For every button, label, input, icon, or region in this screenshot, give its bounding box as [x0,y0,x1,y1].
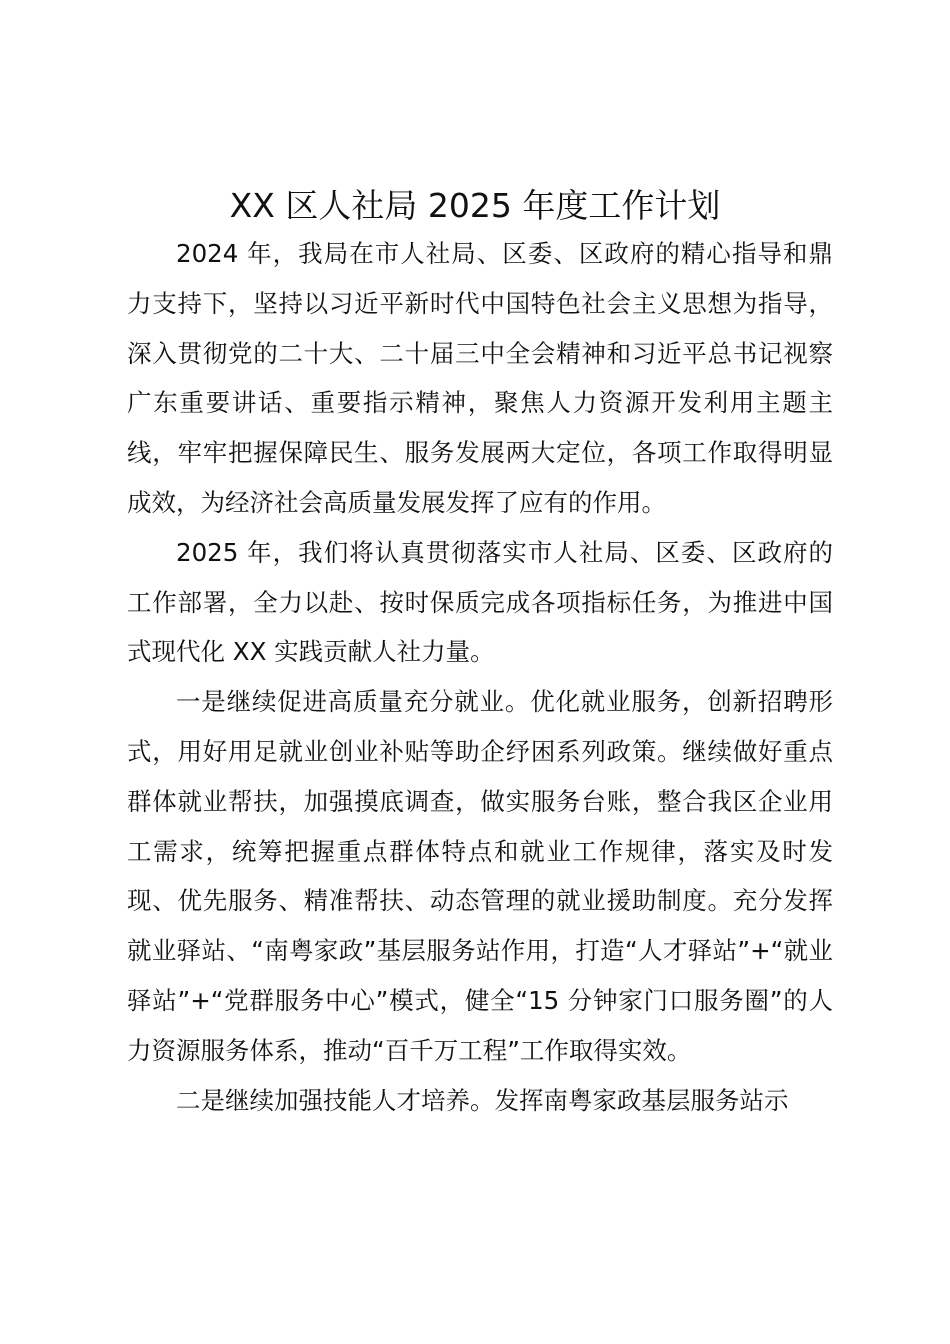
paragraph-skills: 二是继续加强技能人才培养。发挥南粤家政基层服务站示 [176,1085,789,1115]
document-body [127,229,833,1125]
paragraph-intro: 2024 年，我局在市人社局、区委、区政府的精心指导和鼎力支持下，坚持以习近平新时代中国特色社会主义思想为指导，深入贯彻党的二十大、二十届三中全会精神和习近平总书记视察广东重要讲话、重要指示精神，聚焦人力资源开发利用主题主线，牢牢把握保障民生、服务发展两大定位，各项工作取得明显成效，为经济社会高质量发展发挥了应有的作用。 [127,239,833,517]
paragraph-employment: 一是继续促进高质量充分就业。优化就业服务，创新招聘形式，用好用足就业创业补贴等助企纾困系列政策。继续做好重点群体就业帮扶，加强摸底调查，做实服务台账，整合我区企业用工需求，统筹把握重点群体特点和就业工作规律，落实及时发现、优先服务、精准帮扶、动态管理的就业援助制度。充分发挥就业驿站、“南粤家政”基层服务站作用，打造“人才驿站”+“就业驿站”+“党群服务中心”模式，健全“15 分钟家门口服务圈”的人力资源服务体系，推动“百千万工程”工作取得实效。 [127,687,833,1065]
document-title: XX 区人社局 2025 年度工作计划 [229,186,721,225]
paragraph-plan: 2025 年，我们将认真贯彻落实市人社局、区委、区政府的工作部署，全力以赴、按时保质完成各项指标任务，为推进中国式现代化 XX 实践贡献人社力量。 [127,537,833,667]
